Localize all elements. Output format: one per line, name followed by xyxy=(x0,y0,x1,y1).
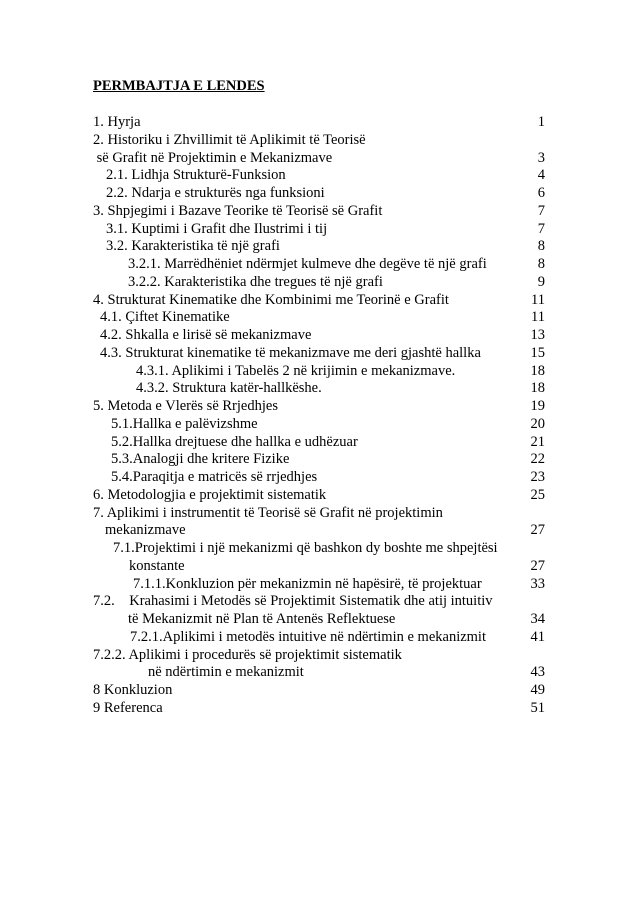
toc-entry-page: 8 xyxy=(537,238,545,255)
toc-entry-page: 19 xyxy=(530,398,545,414)
toc-entry-text: 5.4.Paraqitja e matricës së rrjedhjes xyxy=(111,469,318,485)
toc-entry-page: 25 xyxy=(530,486,545,503)
toc-entry-page: 13 xyxy=(530,327,545,343)
toc-entry-page: 21 xyxy=(530,433,545,450)
toc-entry-text: në ndërtimin e mekanizmit xyxy=(148,664,304,681)
toc-entry-text: konstante xyxy=(129,557,185,574)
toc-entry-text: 5.3.Analogji dhe kritere Fizike xyxy=(111,451,290,468)
toc-entry-text: 2. Historiku i Zhvillimit të Aplikimit të Teorisë xyxy=(93,131,366,148)
toc-entry-text: 4.3.2. Struktura katër-hallkëshe. xyxy=(136,380,322,397)
toc-entry-text: 4.3.1. Aplikimi i Tabelës 2 në krijimin e mekanizmave. xyxy=(136,362,456,379)
toc-entry-text: 3.1. Kuptimi i Grafit dhe Ilustrimi i tij xyxy=(106,220,328,237)
toc-entry-page: 15 xyxy=(530,344,545,361)
toc-entry-text: 4.3. Strukturat kinematike të mekanizmave me deri gjashtë hallka xyxy=(100,344,481,361)
toc-entry-text: 7.1.1.Konkluzion për mekanizmin në hapësirë, të projektuar xyxy=(133,575,482,592)
toc-entry-page: 11 xyxy=(531,309,545,326)
toc-entry-text: mekanizmave xyxy=(105,522,186,539)
toc-entry-page: 18 xyxy=(530,362,545,379)
toc-entry-page: 3 xyxy=(537,149,545,166)
toc-title: PERMBAJTJA E LENDES xyxy=(93,78,265,94)
toc-entry-page: 20 xyxy=(530,415,545,432)
toc-entry-page: 4 xyxy=(537,167,545,184)
toc-entry-text: 5. Metoda e Vlerës së Rrjedhjes xyxy=(93,398,278,414)
toc-entry-page: 7 xyxy=(537,220,545,237)
toc-entry-text: 2.1. Lidhja Strukturë-Funksion xyxy=(106,167,286,184)
toc-entry-text: 4.1. Çiftet Kinematike xyxy=(100,309,230,326)
toc-entry-page: 23 xyxy=(530,469,545,485)
toc-entry-text: 4. Strukturat Kinematike dhe Kombinimi me Teorinë e Grafit xyxy=(93,291,449,308)
toc-entry-text: 7.2.2. Aplikimi i procedurës së projektimit sistematik xyxy=(93,646,402,663)
toc-entry-page: 33 xyxy=(530,575,545,592)
toc-entry-text: 7.2.1.Aplikimi i metodës intuitive në ndërtimin e mekanizmit xyxy=(130,628,486,645)
toc-entry-page: 27 xyxy=(530,522,545,539)
toc-entry-text: 5.1.Hallka e palëvizshme xyxy=(111,415,258,432)
toc-entry-text: 3.2.1. Marrëdhëniet ndërmjet kulmeve dhe degëve të një grafi xyxy=(128,256,487,272)
toc-entry-page: 9 xyxy=(537,273,545,290)
toc-entry-text: 7. Aplikimi i instrumentit të Teorisë së Grafit në projektimin xyxy=(93,504,443,521)
toc-entry-page: 34 xyxy=(530,611,545,627)
toc-entry-page: 18 xyxy=(530,380,545,397)
toc-entry-page: 41 xyxy=(530,628,545,645)
toc-entry-text: 3.2. Karakteristika të një grafi xyxy=(106,238,280,255)
toc-entry-text: 2.2. Ndarja e strukturës nga funksioni xyxy=(106,185,325,201)
toc-entry-page: 22 xyxy=(530,451,545,468)
toc-entry-text: 6. Metodologjia e projektimit sistematik xyxy=(93,486,327,503)
toc-entry-page: 1 xyxy=(537,114,545,130)
toc-entry-text: 7.2. Krahasimi i Metodës së Projektimit Sistematik dhe atij intuitiv xyxy=(93,593,493,610)
toc-entry-page: 43 xyxy=(530,664,545,681)
toc-entry-text: së Grafit në Projektimin e Mekanizmave xyxy=(93,149,333,166)
toc-entry-page: 51 xyxy=(530,699,545,716)
toc-entry-page: 8 xyxy=(537,256,545,272)
toc-entry-text: 1. Hyrja xyxy=(93,114,141,130)
toc-entry-text: 3.2.2. Karakteristika dhe tregues të një grafi xyxy=(128,273,383,290)
toc-entry-page: 27 xyxy=(530,557,545,574)
toc-entry-page: 6 xyxy=(537,185,545,201)
toc-entry-text: 5.2.Hallka drejtuese dhe hallka e udhëzuar xyxy=(111,433,358,450)
toc-entry-text: 8 Konkluzion xyxy=(93,682,173,698)
toc-entry-text: të Mekanizmit në Plan të Antenës Reflektuese xyxy=(128,611,396,627)
toc-entry-page: 11 xyxy=(531,291,545,308)
toc-entry-text: 7.1.Projektimi i një mekanizmi që bashkon dy boshte me shpejtësi xyxy=(113,540,498,556)
toc-entry-page: 7 xyxy=(537,202,545,219)
toc-entry-text: 3. Shpjegimi i Bazave Teorike të Teorisë së Grafit xyxy=(93,202,383,219)
toc-entry-text: 4.2. Shkalla e lirisë së mekanizmave xyxy=(100,327,312,343)
toc-entry-page: 49 xyxy=(530,682,545,698)
toc-entry-text: 9 Referenca xyxy=(93,699,163,716)
